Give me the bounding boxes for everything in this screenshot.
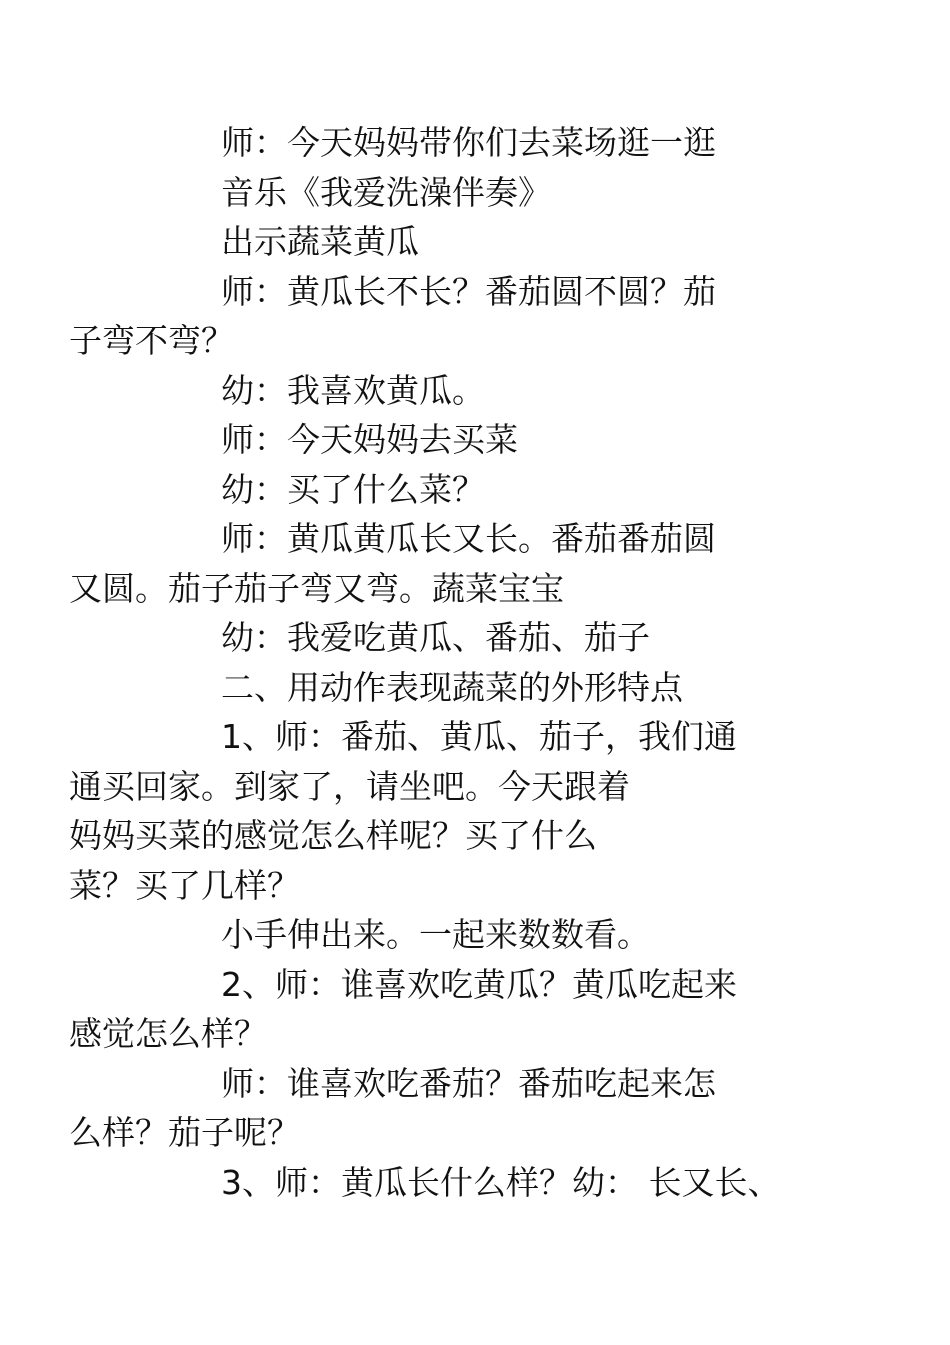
paragraph: [145, 1158, 805, 1208]
paragraph: [145, 663, 805, 713]
text-line: 幼：我爱吃黄瓜、番茄、茄子: [221, 618, 650, 657]
paragraph: [145, 168, 805, 218]
text-line: 师：今天妈妈去买菜: [221, 420, 518, 459]
paragraph: [69, 267, 805, 366]
paragraph: [145, 910, 805, 960]
text-line: 幼：买了什么菜？: [221, 469, 485, 509]
text-line: 1、师：番茄、黄瓜、茄子，我们通: [221, 717, 737, 756]
text-line: 通买回家。到家了，请坐吧。今天跟着: [69, 766, 630, 806]
text-line: 师：谁喜欢吃番茄？番茄吃起来怎: [221, 1063, 716, 1103]
paragraph: [145, 613, 805, 663]
text-line: 菜？买了几样？: [69, 865, 300, 905]
text-line: 音乐《我爱洗澡伴奏》: [221, 172, 551, 212]
paragraph: [69, 514, 805, 613]
text-line: 师：黄瓜长不长？番茄圆不圆？茄: [221, 271, 716, 311]
text-line: 妈妈买菜的感觉怎么样呢？买了什么: [69, 816, 597, 855]
text-line: 师：今天妈妈带你们去菜场逛一逛: [221, 123, 716, 162]
paragraph: [145, 465, 805, 515]
text-line: 幼：我喜欢黄瓜。: [221, 370, 485, 410]
paragraph: [145, 366, 805, 416]
paragraph: [69, 712, 805, 910]
paragraph: [69, 960, 805, 1059]
text-line: 二、用动作表现蔬菜的外形特点: [221, 667, 683, 707]
text-line: 子弯不弯？: [69, 321, 234, 360]
text-line: 小手伸出来。一起来数数看。: [221, 915, 650, 954]
text-line: 么样？茄子呢？: [69, 1113, 300, 1152]
paragraph: [145, 415, 805, 465]
text-line: 又圆。茄子茄子弯又弯。蔬菜宝宝: [69, 568, 564, 608]
text-line: 3、师：黄瓜长什么样？幼： 长又长、: [221, 1162, 781, 1202]
document-body: [69, 118, 805, 1207]
paragraph: [69, 1059, 805, 1158]
text-line: 师：黄瓜黄瓜长又长。番茄番茄圆: [221, 519, 716, 558]
text-line: 2、师：谁喜欢吃黄瓜？黄瓜吃起来: [221, 964, 737, 1004]
text-line: 出示蔬菜黄瓜: [221, 222, 419, 261]
text-line: 感觉怎么样？: [69, 1014, 267, 1053]
paragraph: [145, 217, 805, 267]
paragraph: [145, 118, 805, 168]
